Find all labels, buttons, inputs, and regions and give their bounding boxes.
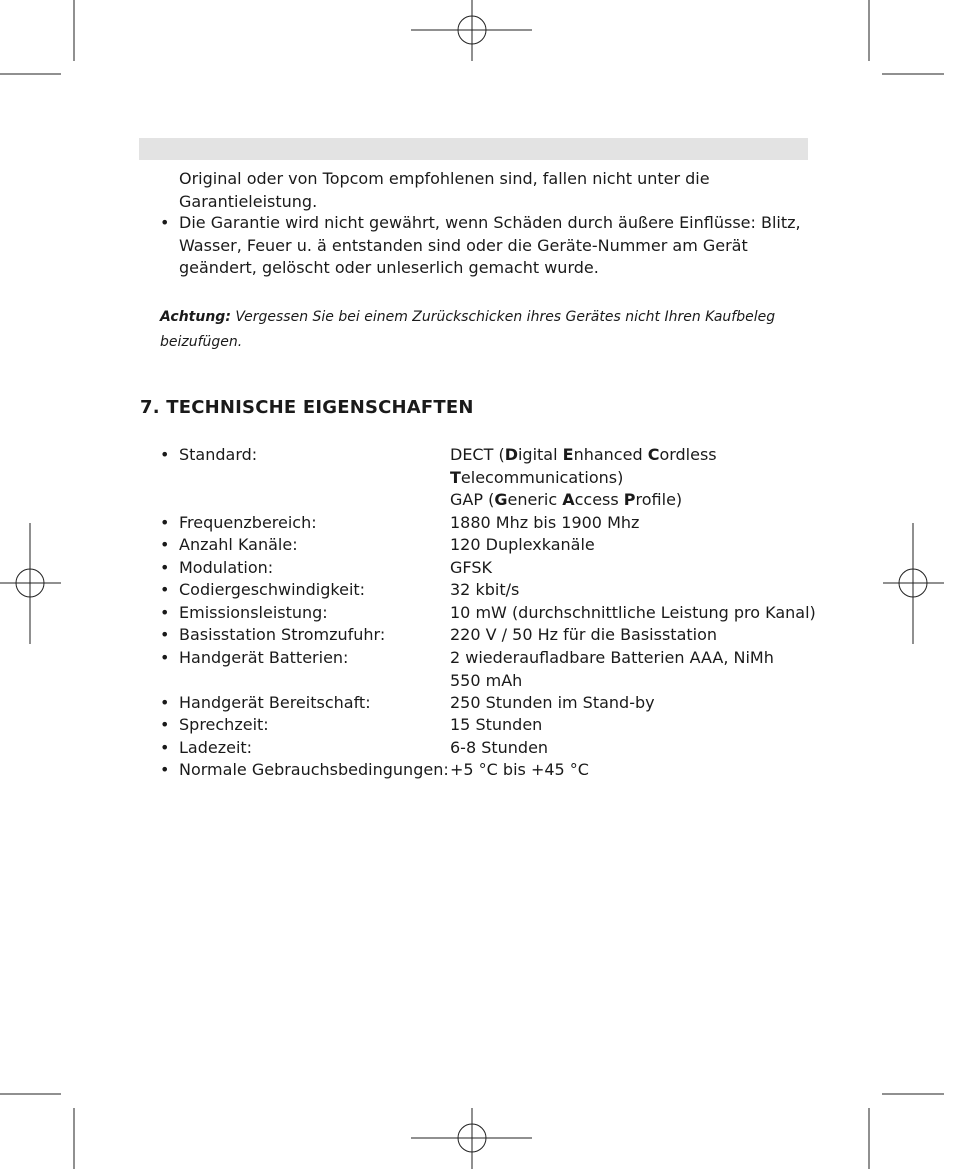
spec-label: Sprechzeit: <box>179 715 269 734</box>
note <box>160 305 800 355</box>
spec-value: 2 wiederaufladbare Batterien AAA, NiMh 550 mAh <box>450 648 774 690</box>
bullet-icon: • <box>160 738 170 757</box>
warranty-exclusion-text: Die Garantie wird nicht gewährt, wenn Schäden durch äußere Einflüsse: Blitz, Wasser, Feuer u. ä entstanden sind oder die Geräte-Nummer am Gerät geändert, gelöscht oder unleserlich gemacht wurde. <box>179 213 801 277</box>
spec-label: Frequenzbereich: <box>179 513 317 532</box>
bullet-icon: • <box>160 760 170 779</box>
spec-value: 250 Stunden im Stand-by <box>450 693 655 712</box>
bullet-icon: • <box>160 535 170 554</box>
bullet-icon: • <box>160 693 170 712</box>
spec-label: Codiergeschwindigkeit: <box>179 580 366 599</box>
spec-value: 32 kbit/s <box>450 580 520 599</box>
bullet-icon: • <box>160 513 170 532</box>
spec-value: 220 V / 50 Hz für die Basisstation <box>450 625 718 644</box>
bullet-icon: • <box>160 603 170 622</box>
bullet-icon: • <box>160 445 170 464</box>
note-label: Achtung: <box>160 309 231 325</box>
spec-label: Modulation: <box>179 558 274 577</box>
spec-label: Handgerät Bereitschaft: <box>179 693 371 712</box>
bullet-icon: • <box>160 558 170 577</box>
bullet-icon: • <box>160 648 170 667</box>
bullet-icon: • <box>160 580 170 599</box>
spec-label: Anzahl Kanäle: <box>179 535 298 554</box>
spec-label: Ladezeit: <box>179 738 253 757</box>
header-bar <box>139 138 808 160</box>
bullet-icon: • <box>160 213 170 232</box>
spec-label: Handgerät Batterien: <box>179 648 349 667</box>
spec-value: 6-8 Stunden <box>450 738 549 757</box>
spec-value: 1880 Mhz bis 1900 Mhz <box>450 513 640 532</box>
note-text: Vergessen Sie bei einem Zurückschicken ihres Gerätes nicht Ihren Kaufbeleg beizufügen. <box>160 309 776 350</box>
bullet-icon: • <box>160 715 170 734</box>
spec-value: 15 Stunden <box>450 715 543 734</box>
spec-value: +5 °C bis +45 °C <box>450 760 589 779</box>
spec-value: DECT (Digital Enhanced Cordless Telecommunications) GAP (Generic Access Profile) <box>450 445 717 509</box>
spec-label: Basisstation Stromzufuhr: <box>179 625 386 644</box>
spec-label: Normale Gebrauchsbedingungen: <box>179 760 449 779</box>
spec-value: GFSK <box>450 558 492 577</box>
spec-label: Standard: <box>179 445 258 464</box>
spec-value: 120 Duplexkanäle <box>450 535 595 554</box>
intro-continuation: Original oder von Topcom empfohlenen sind, fallen nicht unter die Garantieleistung. <box>179 169 710 211</box>
section-title: 7. TECHNISCHE EIGENSCHAFTEN <box>140 397 474 418</box>
bullet-icon: • <box>160 625 170 644</box>
spec-value: 10 mW (durchschnittliche Leistung pro Kanal) <box>450 603 816 622</box>
spec-label: Emissionsleistung: <box>179 603 328 622</box>
